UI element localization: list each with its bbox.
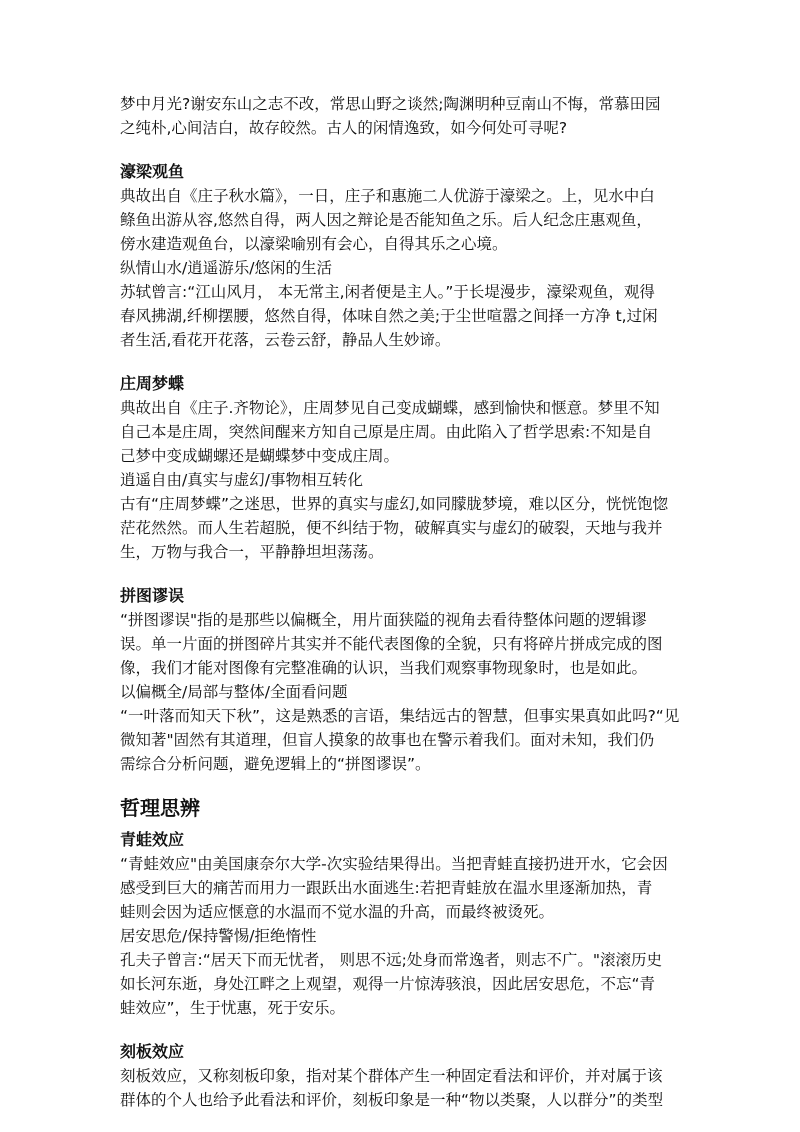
frog-line: 蛙效应”，生于忧惠，死于安乐。: [120, 999, 346, 1017]
puzzle-line: “一叶落而知天下秋”，这是熟悉的言语，集结远古的智慧，但事实果真如此吗?“见: [120, 707, 680, 725]
heading-frog: 青蛙效应: [120, 830, 185, 849]
puzzle-line: 误。单一片面的拼图碎片其实并不能代表图像的全貌，只有将碎片拼成完成的图: [120, 635, 663, 653]
frog-line: 蛙则会因为适应惬意的水温而不觉水温的升高，而最终被烫死。: [120, 903, 555, 921]
zhuangzhou-line: 生，万物与我合一，平静静坦坦荡荡。: [120, 543, 384, 561]
frog-line: “青蛙效应"由美国康奈尔大学-次实验结果得出。当把青蛙直接扔进开水，它会因: [120, 855, 668, 873]
frog-line: 感受到巨大的痛苦而用力一跟跃出水面逃生:若把青蛙放在温水里逐渐加热，青: [120, 879, 653, 897]
zhuangzhou-line: 古有“庄周梦蝶”之迷思，世界的真实与虚幻,如同朦胧梦境，难以区分，恍恍饱惚: [120, 495, 668, 513]
stereotype-line: 刻板效应，又称刻板印象，指对某个群体产生一种固定看法和评价，并对属于该: [120, 1067, 663, 1085]
haoliang-line: 傍水建造观鱼台，以濠梁喻别有会心，自得其乐之心境。: [120, 235, 508, 253]
puzzle-line: “拼图谬误"指的是那些以偏概全，用片面狭隘的视角去看待整体问题的逻辑谬: [120, 611, 647, 629]
haoliang-line: 鲦鱼出游从容,悠然自得，两人因之辩论是否能知鱼之乐。后人纪念庄惠观鱼，: [120, 211, 652, 229]
frog-line: 如长河东逝，身处江畔之上观望，观得一片惊涛骇浪，因此居安思危，不忘“青: [120, 975, 656, 993]
haoliang-line: 春风拂湖,纤柳摆腰，悠然自得，体味自然之美;于尘世喧嚣之间择一方净 t,过闲: [120, 307, 658, 325]
heading-zhuangzhou: 庄周梦蝶: [120, 374, 185, 393]
puzzle-line: 需综合分析问题，避免逻辑上的“拼图谬误”。: [120, 755, 431, 773]
heading-puzzle: 拼图谬误: [120, 586, 185, 605]
zhuangzhou-keywords: 逍遥自由/真实与虚幻/事物相互转化: [120, 471, 363, 489]
puzzle-line: 微知著"固然有其道理，但盲人摸象的故事也在警示着我们。面对未知，我们仍: [120, 731, 655, 749]
zhuangzhou-line: 己梦中变成蝴螺还是蝴蝶梦中变成庄周。: [120, 447, 400, 465]
heading-haoliang: 濠梁观鱼: [120, 162, 185, 181]
zhuangzhou-line: 自己本是庄周，突然间醒来方知自己原是庄周。由此陷入了哲学思索:不知是自: [120, 423, 653, 441]
haoliang-line: 典故出自《庄子秋水篇》，一日，庄子和惠施二人优游于濠梁之。上，见水中白: [120, 187, 655, 205]
intro-line: 之纯朴,心间洁白，故存皎然。古人的闲情逸致，如今何处可寻呢?: [120, 119, 568, 137]
frog-line: 孔夫子曾言:“居天下而无忧者， 则思不远;处身而常逸者，则志不广。"滚滚历史: [120, 951, 663, 969]
heading-stereotype: 刻板效应: [120, 1042, 185, 1061]
intro-line: 梦中月光?谢安东山之志不改，常思山野之谈然;陶渊明种豆南山不悔，常慕田园: [120, 95, 661, 113]
frog-keywords: 居安思危/保持警惕/拒绝惰性: [120, 927, 317, 945]
section-title-philosophy: 哲理思辨: [120, 796, 200, 820]
zhuangzhou-line: 茫花然然。而人生若超脱，便不纠结于物，破解真实与虚幻的破裂，天地与我并: [120, 519, 663, 537]
haoliang-line: 苏轼曾言:“江山风月， 本无常主,闲者便是主人。”于长堤漫步，濠梁观鱼，观得: [120, 283, 655, 301]
puzzle-line: 像，我们才能对图像有完整准确的认识，当我们观察事物现象时，也是如此。: [120, 659, 648, 677]
haoliang-keywords: 纵情山水/逍遥游乐/悠闲的生活: [120, 259, 332, 277]
zhuangzhou-line: 典故出自《庄子.齐物论》，庄周梦见自己变成蝴蝶，感到愉快和惬意。梦里不知: [120, 399, 660, 417]
stereotype-line: 群体的个人也给予此看法和评价，刻板印象是一种“物以类聚，人以群分”的类型: [120, 1091, 664, 1109]
puzzle-keywords: 以偏概全/局部与整体/全面看问题: [120, 683, 348, 701]
haoliang-line: 者生活,看花开花落，云卷云舒，静品人生妙谛。: [120, 331, 451, 349]
